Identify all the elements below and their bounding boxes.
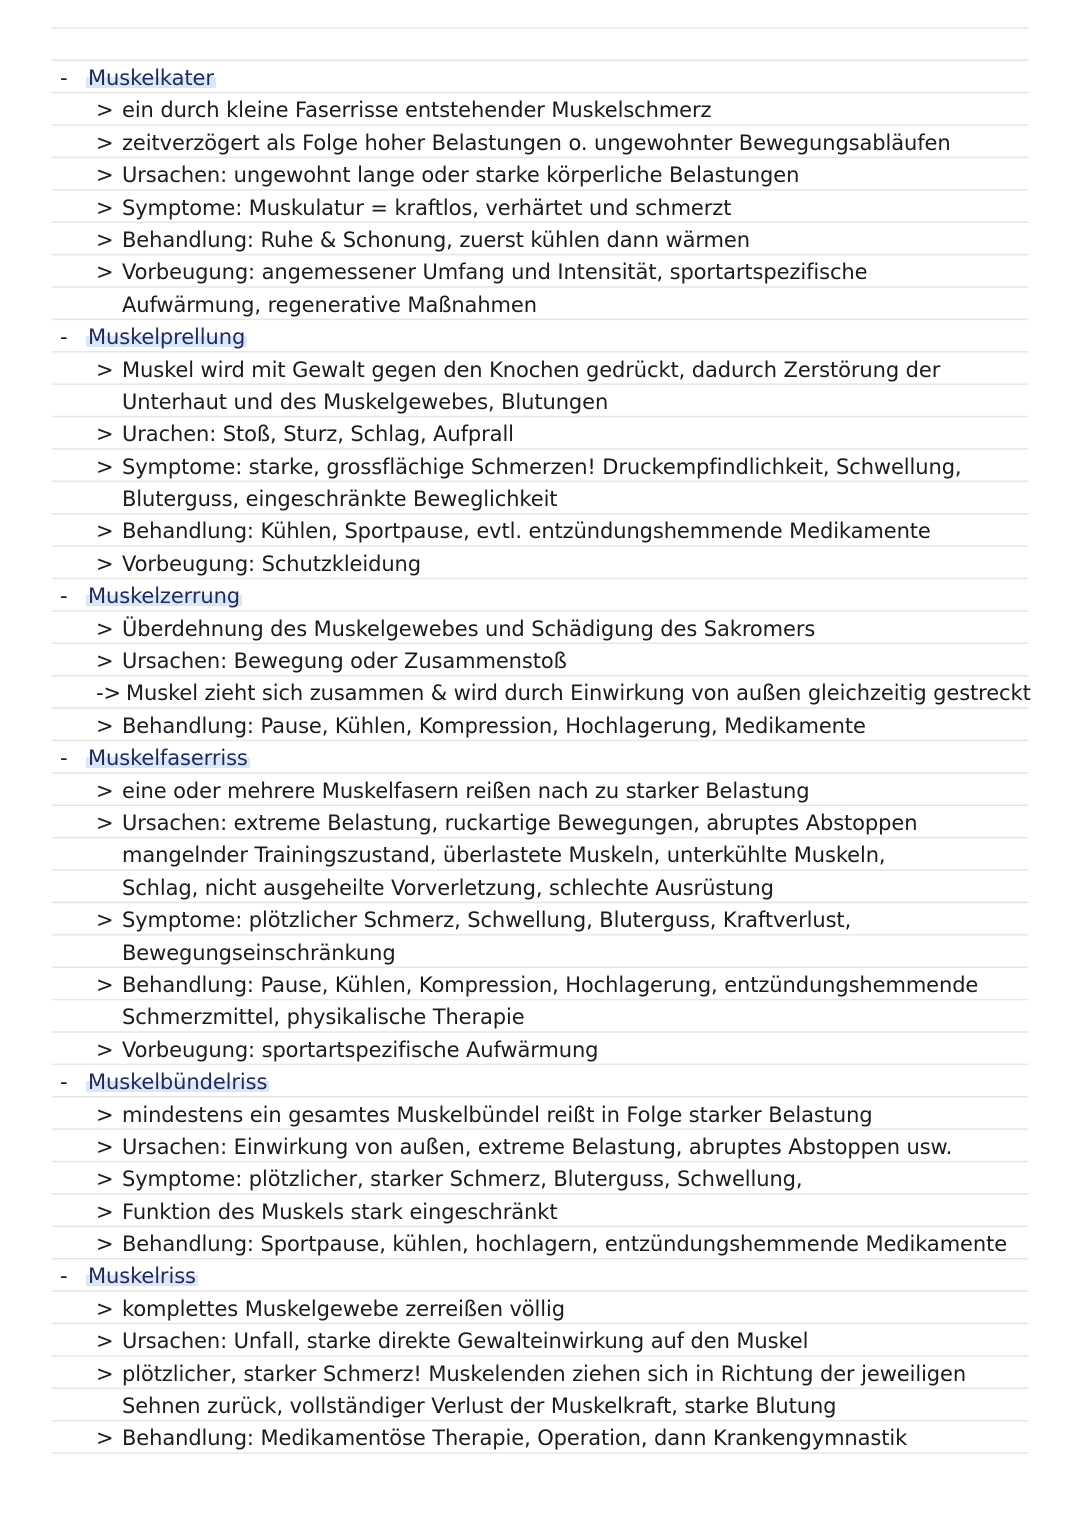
list-item-continuation <box>60 1001 1030 1033</box>
bullet-marker: > <box>96 1102 114 1127</box>
page-margin-right <box>1028 0 1080 1527</box>
list-item-text: Ursachen: ungewohnt lange oder starke körperliche Belastungen <box>122 163 800 188</box>
list-item-continuation <box>60 937 1030 969</box>
list-item-text: Ursachen: Einwirkung von außen, extreme Belastung, abruptes Abstoppen usw. <box>122 1134 953 1159</box>
bullet-marker: > <box>96 454 114 479</box>
section-heading <box>60 62 1030 94</box>
bullet-marker: > <box>96 519 114 544</box>
list-item-text: Vorbeugung: Schutzkleidung <box>122 551 421 576</box>
dash-marker: - <box>60 1264 68 1289</box>
list-item <box>60 677 1030 709</box>
list-item <box>60 515 1030 547</box>
list-item-text: Sehnen zurück, vollständiger Verlust der Muskelkraft, starke Blutung <box>122 1394 837 1419</box>
list-item <box>60 548 1030 580</box>
bullet-marker: > <box>96 1167 114 1192</box>
list-item <box>60 1228 1030 1260</box>
list-item-text: Behandlung: Pause, Kühlen, Kompression, Hochlagerung, entzündungshemmende <box>122 972 979 997</box>
list-item <box>60 645 1030 677</box>
bullet-marker: > <box>96 98 114 123</box>
list-item-continuation <box>60 289 1030 321</box>
list-item-text: Schlag, nicht ausgeheilte Vorverletzung, schlechte Ausrüstung <box>122 875 774 900</box>
section-title: Muskelzerrung <box>88 584 241 609</box>
list-item-text: Aufwärmung, regenerative Maßnahmen <box>122 292 537 317</box>
section-heading <box>60 1260 1030 1292</box>
bullet-marker: > <box>96 260 114 285</box>
list-item <box>60 1131 1030 1163</box>
list-item <box>60 1163 1030 1195</box>
list-item-text: Vorbeugung: sportartspezifische Aufwärmung <box>122 1037 599 1062</box>
dash-marker: - <box>60 746 68 771</box>
bullet-marker: > <box>96 908 114 933</box>
list-item-text: Ursachen: extreme Belastung, ruckartige Bewegungen, abruptes Abstoppen <box>122 810 918 835</box>
list-item <box>60 904 1030 936</box>
list-item-text: mindestens ein gesamtes Muskelbündel reißt in Folge starker Belastung <box>122 1102 873 1127</box>
list-item <box>60 354 1030 386</box>
list-item-text: Muskel wird mit Gewalt gegen den Knochen gedrückt, dadurch Zerstörung der <box>122 357 941 382</box>
bullet-marker: > <box>96 1329 114 1354</box>
bullet-marker: > <box>96 1199 114 1224</box>
bullet-marker: > <box>96 195 114 220</box>
section-title: Muskelbündelriss <box>88 1070 268 1095</box>
bullet-marker: > <box>96 1296 114 1321</box>
list-item-text: Urachen: Stoß, Sturz, Schlag, Aufprall <box>122 422 514 447</box>
list-item-text: Behandlung: Medikamentöse Therapie, Operation, dann Krankengymnastik <box>122 1426 908 1451</box>
list-item-continuation <box>60 483 1030 515</box>
list-item <box>60 159 1030 191</box>
list-item <box>60 1325 1030 1357</box>
section-title: Muskelprellung <box>88 325 246 350</box>
bullet-marker: > <box>96 972 114 997</box>
dash-marker: - <box>60 325 68 350</box>
bullet-marker: > <box>96 130 114 155</box>
bullet-marker: > <box>96 551 114 576</box>
list-item-text: Bluterguss, eingeschränkte Beweglichkeit <box>122 487 558 512</box>
bullet-marker: > <box>96 649 114 674</box>
arrow-marker: -> <box>96 681 121 706</box>
list-item-text: ein durch kleine Faserrisse entstehender Muskelschmerz <box>122 98 712 123</box>
list-item <box>60 807 1030 839</box>
section-heading <box>60 580 1030 612</box>
section-heading <box>60 321 1030 353</box>
list-item <box>60 256 1030 288</box>
list-item-text: Behandlung: Pause, Kühlen, Kompression, Hochlagerung, Medikamente <box>122 713 866 738</box>
list-item-text: Ursachen: Bewegung oder Zusammenstoß <box>122 649 567 674</box>
section-heading <box>60 742 1030 774</box>
bullet-marker: > <box>96 1361 114 1386</box>
list-item-text: Symptome: starke, grossflächige Schmerzen! Druckempfindlichkeit, Schwellung, <box>122 454 962 479</box>
bullet-marker: > <box>96 227 114 252</box>
bullet-marker: > <box>96 1426 114 1451</box>
list-item <box>60 224 1030 256</box>
dash-marker: - <box>60 66 68 90</box>
list-item-text: mangelnder Trainingszustand, überlastete Muskeln, unterkühlte Muskeln, <box>122 843 886 868</box>
dash-marker: - <box>60 584 68 609</box>
bullet-marker: > <box>96 713 114 738</box>
list-item-continuation <box>60 386 1030 418</box>
dash-marker: - <box>60 1070 68 1095</box>
list-item <box>60 1293 1030 1325</box>
list-item <box>60 1358 1030 1390</box>
list-item <box>60 710 1030 742</box>
notes-content <box>60 62 1030 1455</box>
list-item-text: Symptome: Muskulatur = kraftlos, verhärtet und schmerzt <box>122 195 732 220</box>
list-item <box>60 1034 1030 1066</box>
list-item <box>60 775 1030 807</box>
list-item-text: Muskel zieht sich zusammen & wird durch Einwirkung von außen gleichzeitig gestreckt <box>126 681 1031 706</box>
section-title: Muskelriss <box>88 1264 196 1289</box>
list-item-text: Vorbeugung: angemessener Umfang und Intensität, sportartspezifische <box>122 260 868 285</box>
section-title: Muskelfaserriss <box>88 746 248 771</box>
list-item-text: Überdehnung des Muskelgewebes und Schädigung des Sakromers <box>122 616 816 641</box>
list-item <box>60 192 1030 224</box>
bullet-marker: > <box>96 1232 114 1257</box>
list-item <box>60 1196 1030 1228</box>
list-item <box>60 451 1030 483</box>
page-margin-bottom <box>0 1483 1080 1527</box>
list-item-continuation <box>60 839 1030 871</box>
bullet-marker: > <box>96 357 114 382</box>
bullet-marker: > <box>96 778 114 803</box>
list-item-text: Bewegungseinschränkung <box>122 940 396 965</box>
list-item <box>60 613 1030 645</box>
bullet-marker: > <box>96 422 114 447</box>
list-item <box>60 1422 1030 1454</box>
list-item <box>60 418 1030 450</box>
list-item-text: Behandlung: Kühlen, Sportpause, evtl. entzündungshemmende Medikamente <box>122 519 931 544</box>
list-item <box>60 969 1030 1001</box>
list-item-continuation <box>60 1390 1030 1422</box>
list-item-text: eine oder mehrere Muskelfasern reißen nach zu starker Belastung <box>122 778 810 803</box>
list-item-text: Symptome: plötzlicher, starker Schmerz, Bluterguss, Schwellung, <box>122 1167 803 1192</box>
list-item <box>60 127 1030 159</box>
bullet-marker: > <box>96 1134 114 1159</box>
list-item <box>60 1099 1030 1131</box>
list-item-text: zeitverzögert als Folge hoher Belastungen o. ungewohnter Bewegungsabläufen <box>122 130 951 155</box>
list-item-text: Behandlung: Sportpause, kühlen, hochlagern, entzündungshemmende Medikamente <box>122 1232 1008 1257</box>
list-item-text: plötzlicher, starker Schmerz! Muskelenden ziehen sich in Richtung der jeweiligen <box>122 1361 967 1386</box>
list-item-text: Unterhaut und des Muskelgewebes, Blutungen <box>122 389 609 414</box>
list-item <box>60 94 1030 126</box>
section-heading <box>60 1066 1030 1098</box>
bullet-marker: > <box>96 810 114 835</box>
list-item-continuation <box>60 872 1030 904</box>
list-item-text: komplettes Muskelgewebe zerreißen völlig <box>122 1296 565 1321</box>
list-item-text: Schmerzmittel, physikalische Therapie <box>122 1005 525 1030</box>
list-item-text: Ursachen: Unfall, starke direkte Gewalteinwirkung auf den Muskel <box>122 1329 809 1354</box>
list-item-text: Behandlung: Ruhe & Schonung, zuerst kühlen dann wärmen <box>122 227 750 252</box>
bullet-marker: > <box>96 1037 114 1062</box>
bullet-marker: > <box>96 163 114 188</box>
page-margin-left <box>0 0 52 1527</box>
list-item-text: Symptome: plötzlicher Schmerz, Schwellung, Bluterguss, Kraftverlust, <box>122 908 852 933</box>
bullet-marker: > <box>96 616 114 641</box>
section-title: Muskelkater <box>88 66 214 90</box>
list-item-text: Funktion des Muskels stark eingeschränkt <box>122 1199 558 1224</box>
